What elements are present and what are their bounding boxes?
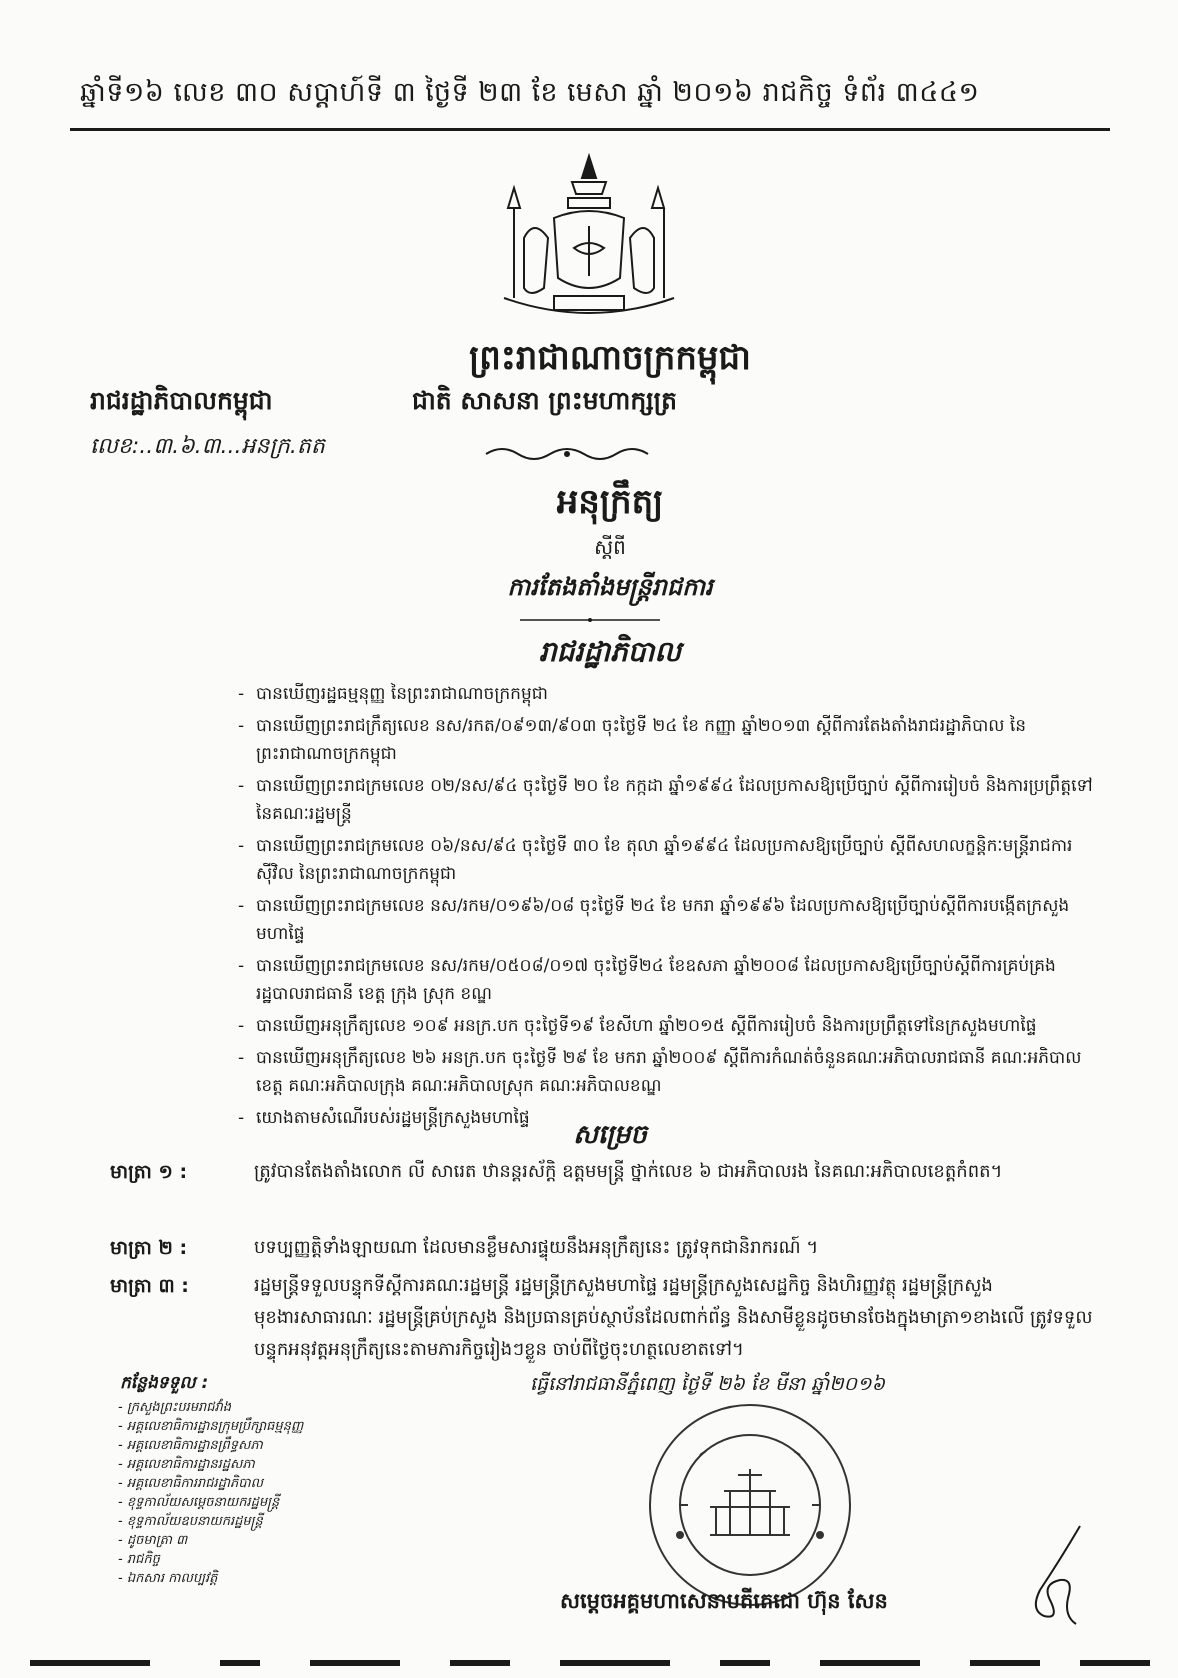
cc-title: កន្លែងទទួល : [120, 1373, 209, 1393]
cc-item: - ខុទ្ទកាល័យសម្តេចនាយករដ្ឋមន្ត្រី [118, 1495, 280, 1510]
preamble-item: - បានឃើញព្រះរាជក្រឹត្យលេខ នស/រកត/០៩១៣/៩០៣ ចុះថ្ងៃទី ២៤ ខែ កញ្ញា ឆ្នាំ២០១៣ ស្តីពីការតែងតាំងរាជរដ្ឋាភិបាល នៃព្រះរាជាណាចក្រកម្ពុជា [238, 712, 1098, 768]
royal-coat-of-arms-icon [484, 148, 694, 328]
date-line: ធ្វើនៅរាជធានីភ្នំពេញ ថ្ងៃទី ២៦ ខែ មីនា ឆ្នាំ២០១៦ [530, 1373, 885, 1395]
header-rule [70, 128, 1110, 131]
document-type: អនុក្រឹត្យ [556, 482, 664, 522]
preamble-item: - បានឃើញព្រះរាជក្រមលេខ ០២/នស/៩៤ ចុះថ្ងៃទី ២០ ខែ កក្កដា ឆ្នាំ១៩៩៤ ដែលប្រកាសឱ្យប្រើច្បាប់ ស្តីពីការរៀបចំ និងការប្រព្រឹត្តទៅ នៃគណៈរដ្ឋមន្ត្រី [238, 772, 1098, 828]
preamble-item: - បានឃើញអនុក្រឹត្យលេខ ២៦ អនក្រ.បក ចុះថ្ងៃទី ២៩ ខែ មករា ឆ្នាំ២០០៩ ស្តីពីការកំណត់ចំនួនគណៈអភិបាលរាជធានី គណៈអភិបាលខេត្ត គណៈអភិបាលក្រុង គណៈអភិបាលស្រុក គណៈអភិបាលខណ្ឌ [238, 1044, 1098, 1100]
cc-item: - អគ្គលេខាធិការដ្ឋានរដ្ឋសភា [118, 1457, 255, 1472]
article-3-label: មាត្រា ៣ : [110, 1275, 189, 1297]
cc-item: - អគ្គលេខាធិការរាជរដ្ឋាភិបាល [118, 1476, 263, 1491]
subject-divider-icon [520, 616, 660, 624]
ornament-divider-icon [482, 442, 652, 464]
cc-item: - អគ្គលេខាធិការដ្ឋានព្រឹទ្ធសភា [118, 1438, 263, 1453]
kingdom-name: ព្រះរាជាណាចក្រកម្ពុជា [469, 338, 751, 378]
preamble-item: - បានឃើញព្រះរាជក្រមលេខ នស/រកម/០៥០៨/០១៧ ចុះថ្ងៃទី២៤ ខែឧសភា ឆ្នាំ២០០៨ ដែលប្រកាសឱ្យប្រើច្បាប់ស្តីពីការគ្រប់គ្រងរដ្ឋបាលរាជធានី ខេត្ត ក្រុង ស្រុក ខណ្ឌ [238, 952, 1098, 1008]
cc-item: - ខុទ្ទកាល័យឧបនាយករដ្ឋមន្ត្រី [118, 1514, 263, 1529]
preamble-item: - យោងតាមសំណើរបស់រដ្ឋមន្ត្រីក្រសួងមហាផ្ទៃ [238, 1104, 1098, 1132]
preamble-item: - បានឃើញអនុក្រឹត្យលេខ ១០៩ អនក្រ.បក ចុះថ្ងៃទី១៩ ខែសីហា ឆ្នាំ២០១៥ ស្តីពីការរៀបចំ និងការប្រព្រឹត្តទៅនៃក្រសួងមហាផ្ទៃ [238, 1012, 1098, 1040]
decision-heading: សម្រេច [573, 1120, 647, 1150]
signature-icon [1020, 1520, 1090, 1630]
cc-item: - ដូចមាត្រា ៣ [118, 1533, 188, 1548]
gazette-header: ឆ្នាំទី១៦ លេខ ៣០ សប្តាហ៍ទី ៣ ថ្ងៃទី ២៣ ខែ មេសា ឆ្នាំ ២០១៦ រាជកិច្ច ទំព័រ ៣៤៤១ [80, 77, 980, 108]
cc-list [118, 1398, 303, 1588]
scan-edge-marks [20, 1650, 1160, 1670]
issuer-heading: រាជរដ្ឋាភិបាល [538, 635, 682, 668]
government-seal-icon [640, 1395, 860, 1615]
signer-name: សម្តេចអគ្គមហាសេនាបតីតេជោ ហ៊ុន សែន [560, 1589, 888, 1613]
article-1-text: ត្រូវបានតែងតាំងលោក លី សារេត ឋានន្តរស័ក្តិ ឧត្តមមន្ត្រី ថ្នាក់លេខ ៦ ជាអភិបាលរង នៃគណៈអភិបាលខេត្តកំពត។ [254, 1161, 1003, 1182]
national-motto: ជាតិ សាសនា ព្រះមហាក្សត្រ [412, 386, 677, 415]
article-1-label: មាត្រា ១ : [110, 1161, 188, 1183]
article-2-label: មាត្រា ២ : [110, 1237, 188, 1259]
cc-item: - រាជកិច្ច [118, 1552, 160, 1567]
preamble-item: - បានឃើញព្រះរាជក្រមលេខ នស/រកម/០១៩៦/០៨ ចុះថ្ងៃទី ២៤ ខែ មករា ឆ្នាំ១៩៩៦ ដែលប្រកាសឱ្យប្រើច្បាប់ស្តីពីការបង្កើតក្រសួងមហាផ្ទៃ [238, 892, 1098, 948]
preamble-list [238, 680, 1098, 1136]
reference-number: លេខ:..៣.៦.៣...អនក្រ.តត [90, 434, 325, 459]
preamble-item: - បានឃើញព្រះរាជក្រមលេខ ០៦/នស/៩៤ ចុះថ្ងៃទី ៣០ ខែ តុលា ឆ្នាំ១៩៩៤ ដែលប្រកាសឱ្យប្រើច្បាប់ ស្តីពីសហលក្ខន្តិកៈមន្ត្រីរាជការស៊ីវិល នៃព្រះរាជាណាចក្រកម្ពុជា [238, 832, 1098, 888]
cc-item: - អគ្គលេខាធិការដ្ឋានក្រុមប្រឹក្សាធម្មនុញ្ញ [118, 1419, 304, 1434]
document-subject: ការតែងតាំងមន្ត្រីរាជការ [507, 573, 713, 601]
government-name: រាជរដ្ឋាភិបាលកម្ពុជា [90, 386, 273, 415]
article-2-text: បទប្បញ្ញត្តិទាំងឡាយណា ដែលមានខ្លឹមសារផ្ទុយនឹងអនុក្រឹត្យនេះ ត្រូវទុកជានិរាករណ៍ ។ [254, 1237, 819, 1258]
preamble-item: - បានឃើញរដ្ឋធម្មនុញ្ញ នៃព្រះរាជាណាចក្រកម្ពុជា [238, 680, 1098, 708]
subject-preposition: ស្តីពី [594, 535, 626, 559]
cc-item: - ក្រសួងព្រះបរមរាជវាំង [118, 1400, 232, 1415]
cc-item: - ឯកសារ កាលប្បវត្តិ [118, 1571, 218, 1586]
article-3-text: រដ្ឋមន្ត្រីទទួលបន្ទុកទីស្តីការគណៈរដ្ឋមន្ត្រី រដ្ឋមន្ត្រីក្រសួងមហាផ្ទៃ រដ្ឋមន្ត្រីក្រសួងសេដ្ឋកិច្ច និងហិរញ្ញវត្ថុ រដ្ឋមន្ត្រីក្រសួងមុខងារសាធារណៈ រដ្ឋមន្ត្រីគ្រប់ក្រសួង និងប្រធានគ្រប់ស្ថាប័នដែលពាក់ព័ន្ធ និងសាមីខ្លួនដូចមានចែងក្នុងមាត្រា១ខាងលើ ត្រូវទទួលបន្ទុកអនុវត្តអនុក្រឹត្យនេះតាមភារកិច្ចរៀងៗខ្លួន ចាប់ពីថ្ងៃចុះហត្ថលេខាតទៅ។ [254, 1275, 1093, 1360]
